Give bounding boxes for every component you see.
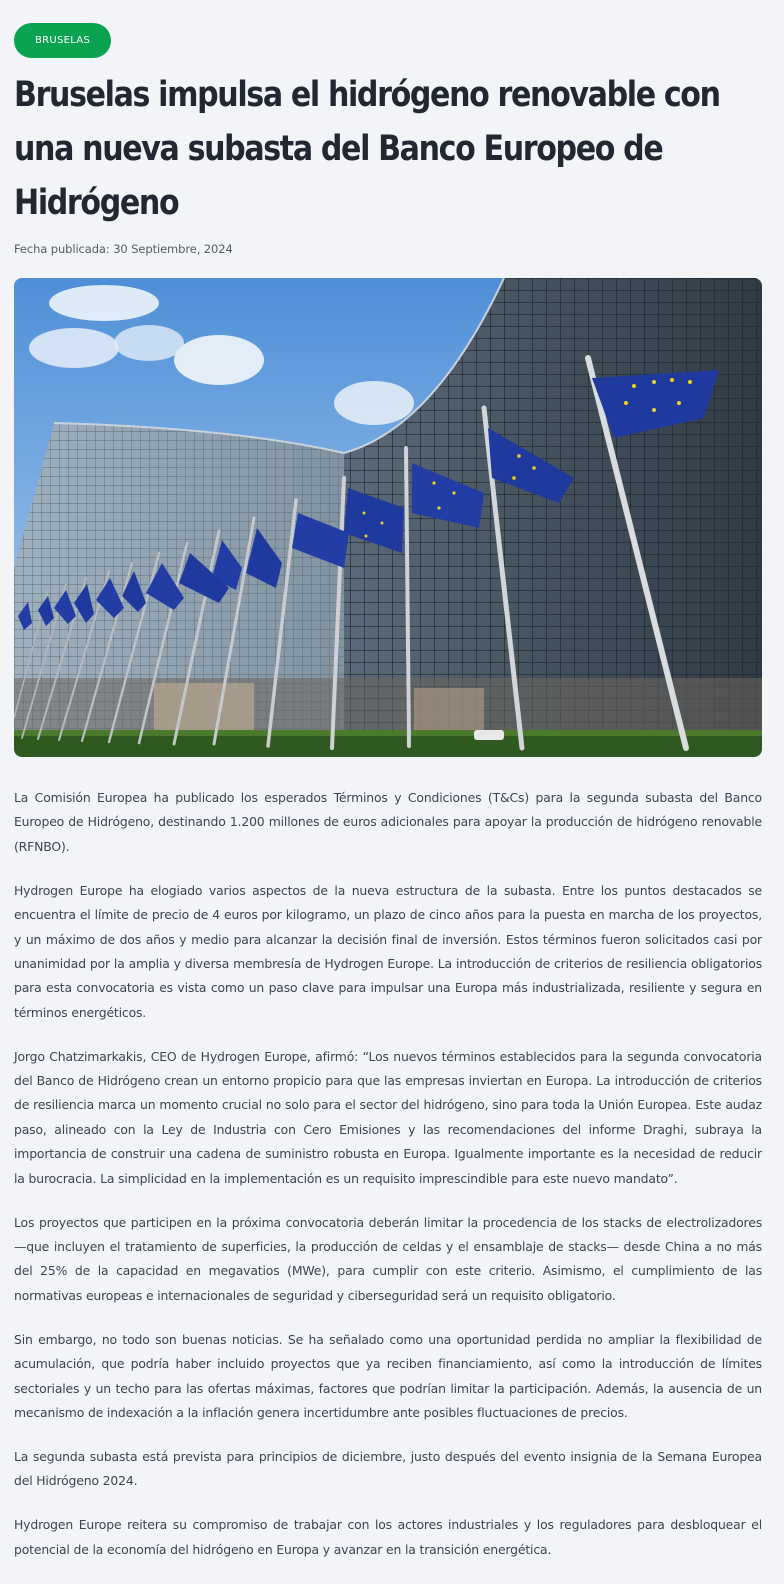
hero-image xyxy=(14,278,762,757)
paragraph: Los proyectos que participen en la próxima convocatoria deberán limitar la procedencia de los stacks de electrolizadores —que incluyen el tratamiento de superficies, la producción de celdas y el ensamblaje de stacks— desde China a no más del 25% de la capacidad en megavatios (MWe), para cumplir con este criterio. Asimismo, el cumplimiento de las normativas europeas e internacionales de seguridad y ciberseguridad será un requisito obligatorio. xyxy=(14,1214,762,1303)
paragraph: La segunda subasta está prevista para principios de diciembre, justo después del evento insignia de la Semana Europea del Hidrógeno 2024. xyxy=(14,1448,762,1489)
article-title: Bruselas impulsa el hidrógeno renovable con una nueva subasta del Banco Europeo de Hidrógeno xyxy=(14,75,720,223)
publish-date: Fecha publicada: 30 Septiembre, 2024 xyxy=(14,242,233,256)
paragraph: Sin embargo, no todo son buenas noticias. Se ha señalado como una oportunidad perdida no ampliar la flexibilidad de acumulación, que podría haber incluido proyectos que ya reciben financiamiento, así como la introducción de límites sectoriales y un techo para las ofertas máximas, factores que podrían limitar la participación. Además, la ausencia de un mecanismo de indexación a la inflación genera incertidumbre ante posibles fluctuaciones de precios. xyxy=(14,1331,762,1420)
category-tag[interactable]: BRUSELAS xyxy=(14,23,111,58)
eu-commission-flags-photo xyxy=(14,278,762,757)
paragraph: Hydrogen Europe reitera su compromiso de trabajar con los actores industriales y los reguladores para desbloquear el potencial de la economía del hidrógeno en Europa y avanzar en la transición energética. xyxy=(14,1517,762,1557)
paragraph: Hydrogen Europe ha elogiado varios aspectos de la nueva estructura de la subasta. Entre los puntos destacados se encuentra el límite de precio de 4 euros por kilogramo, un plazo de cinco años para la puesta en marcha de los proyectos, y un máximo de dos años y medio para alcanzar la decisión final de inversión. Estos términos fueron solicitados casi por unanimidad por la amplia y diversa membresía de Hydrogen Europe. La introducción de criterios de resiliencia obligatorios para esta convocatoria es vista como un paso clave para impulsar una Europa más industrializada, resiliente y segura en términos energéticos. xyxy=(14,882,762,1020)
article-body xyxy=(14,786,762,1581)
paragraph: Jorgo Chatzimarkakis, CEO de Hydrogen Europe, afirmó: “Los nuevos términos establecidos para la segunda convocatoria del Banco de Hidrógeno crean un entorno propicio para que las empresas inviertan en Europa. La introducción de criterios de resiliencia marca un momento crucial no solo para el sector del hidrógeno, sino para toda la Unión Europea. Este audaz paso, alineado con la Ley de Industria con Cero Emisiones y las recomendaciones del informe Draghi, subraya la importancia de construir una cadena de suministro robusta en Europa. Igualmente importante es la necesidad de reducir la burocracia. La simplicidad en la implementación es un requisito imprescindible para este nuevo mandato”. xyxy=(14,1048,762,1186)
paragraph: La Comisión Europea ha publicado los esperados Términos y Condiciones (T&Cs) para la segunda subasta del Banco Europeo de Hidrógeno, destinando 1.200 millones de euros adicionales para apoyar la producción de hidrógeno renovable (RFNBO). xyxy=(14,790,762,854)
